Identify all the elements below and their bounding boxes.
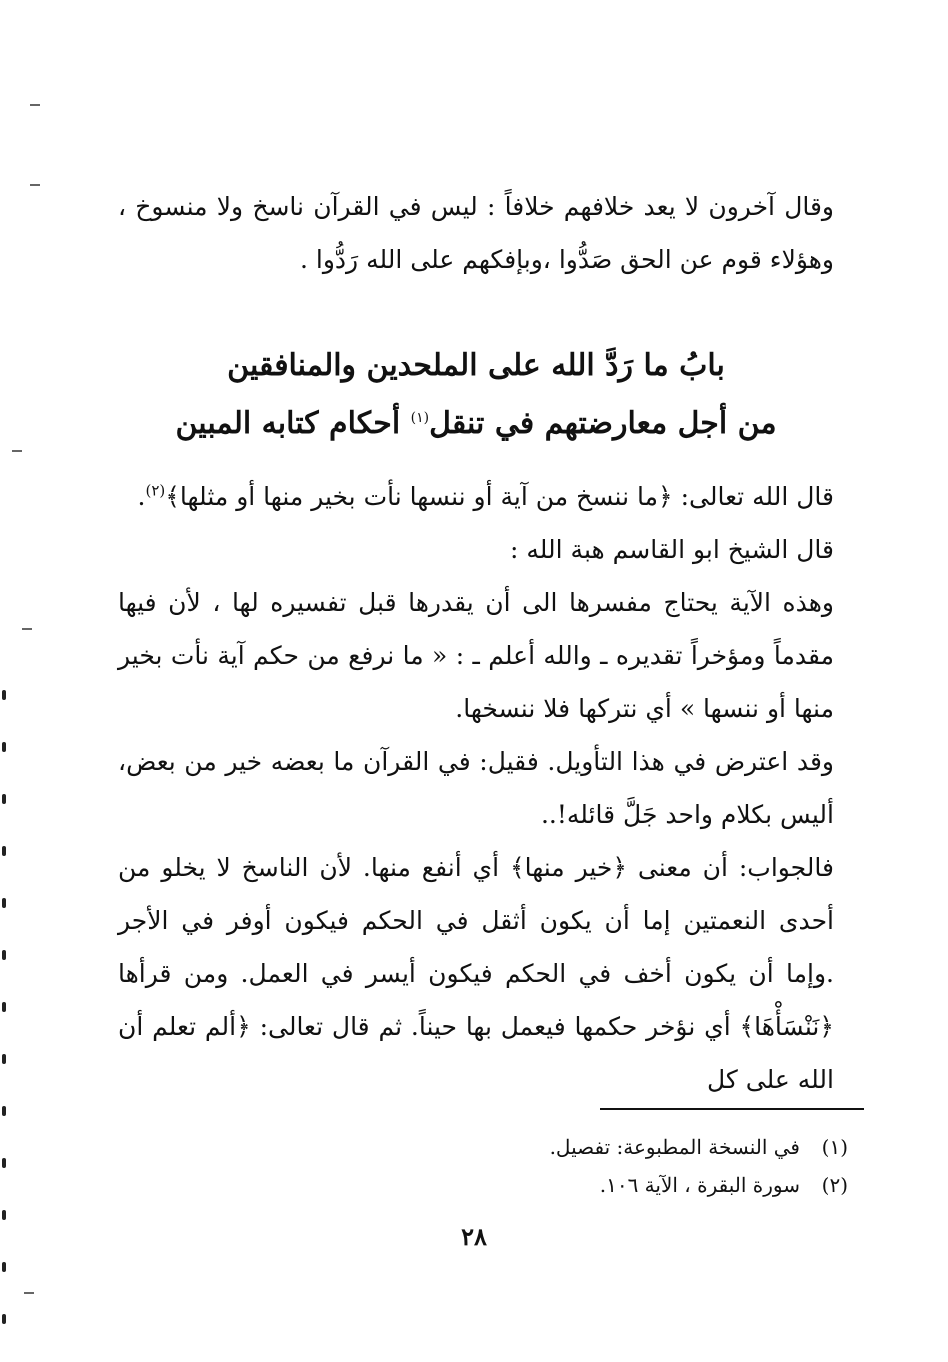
body-text: [118, 470, 834, 1106]
edge-mark: [30, 184, 40, 186]
quran-quote: قال الله تعالى: ﴿ما ننسخ من آية أو ننسها نأت بخير منها أو مثلها﴾: [165, 482, 834, 511]
edge-mark: [22, 628, 32, 630]
edge-mark: [30, 104, 40, 106]
footnote-ref-2: (٢): [145, 481, 166, 500]
footnote-ref-1: (١): [410, 410, 430, 426]
heading-line-1: بابُ ما رَدَّ الله على الملحدين والمنافقين: [227, 348, 725, 383]
quote-end: .: [137, 482, 146, 511]
heading-line-2-start: من أجل معارضتهم في تنقل: [429, 406, 777, 441]
binding-edge: [0, 690, 10, 1350]
answer-paragraph: فالجواب: أن معنى ﴿خير منها﴾ أي أنفع منها. لأن الناسخ لا يخلو من أحدى النعمتين إما أن يكون أثقل في الحكم فيكون أوفر في الأجر .وإما أن يكون أخف في الحكم فيكون أيسر في العمل. ومن قرأها ﴿نَنْسَأْهَا﴾ أي نؤخر حكمها فيعمل بها حيناً. ثم قال تعالى: ﴿ألم تعلم أن الله على كل: [118, 853, 834, 1094]
footnote-2-number: (٢): [821, 1173, 848, 1197]
heading-line-2-end: أحكام كتابه المبين: [175, 406, 411, 441]
edge-mark: [12, 450, 22, 452]
footnote-1-text: في النسخة المطبوعة: تفصيل.: [549, 1135, 800, 1159]
objection-paragraph: وقد اعترض في هذا التأويل. فقيل: في القرآن ما بعضه خير من بعض، أليس بكلام واحد جَلَّ قائله!..: [118, 747, 834, 829]
footnotes: [300, 1128, 848, 1204]
footnote-1: [300, 1128, 848, 1166]
footnote-divider: [600, 1108, 864, 1110]
intro-paragraph: وقال آخرون لا يعد خلافهم خلافاً : ليس في القرآن ناسخ ولا منسوخ ، وهؤلاء قوم عن الحق صَدُّوا ،وبإفكهم على الله رَدُّوا .: [118, 192, 834, 274]
quran-quote-paragraph: [118, 470, 834, 523]
edge-mark: [24, 1292, 34, 1294]
footnote-2-text: سورة البقرة ، الآية ١٠٦.: [599, 1173, 800, 1197]
page-number: ٢٨: [461, 1222, 487, 1251]
footnote-2: [300, 1166, 848, 1204]
explanation-paragraph: وهذه الآية يحتاج مفسرها الى أن يقدرها قبل تفسيره لها ، لأن فيها مقدماً ومؤخراً تقديره ـ والله أعلم ـ : « ما نرفع من حكم آية نأت بخير منها أو ننسها » أي نتركها فلا ننسخها.: [118, 588, 834, 723]
heading-line-2: [118, 392, 834, 450]
footnote-1-number: (١): [821, 1135, 848, 1159]
chapter-heading: [118, 340, 834, 450]
sheikh-statement: قال الشيخ ابو القاسم هبة الله :: [510, 535, 834, 564]
